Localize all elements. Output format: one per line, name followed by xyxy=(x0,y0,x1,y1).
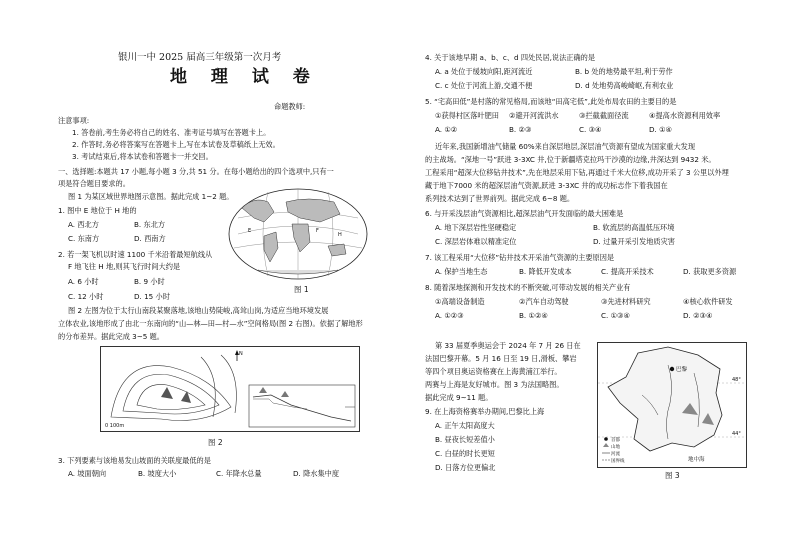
intro-4-line-3: 等四个项目奥运资格赛在上海黄浦江举行。 xyxy=(425,367,562,376)
q9-stem: 9. 在上海资格赛举办期间,巴黎比上海 xyxy=(425,407,545,416)
q1-option-b: B. 东北方 xyxy=(134,220,166,229)
q6-option-b: B. 软流层的高温低压环境 xyxy=(593,223,675,232)
q8-option-b: B. ①②④ xyxy=(519,311,548,320)
author-label: 命题教师: xyxy=(274,102,306,111)
figure-2-scale: 0 100m xyxy=(105,423,125,429)
q9-option-a: A. 正午太阳高度大 xyxy=(435,421,495,430)
figure-3-sea: 地中海 xyxy=(688,457,705,463)
intro-3-line-4: 藏于地下7000 米的超深层油气资源,跃进 3-3XC 井的成功标志作下着我国在 xyxy=(425,181,668,190)
figure-3-france-map xyxy=(597,342,747,468)
section-1-line-1: 一、选择题:本题共 17 小题,每小题 3 分,共 51 分。在每小题给出的四个选项中,只有一 xyxy=(58,167,334,176)
q5-sub-4: ④提高水资源利用效率 xyxy=(649,111,721,120)
q3-option-c: C. 年降水总量 xyxy=(216,469,262,478)
q7-stem: 7. 该工程采用“大位移”钻井技术开采油气资源的主要原因是 xyxy=(425,253,615,262)
left-column xyxy=(58,0,368,550)
q2-stem-line-1: 2. 若一架飞机以时速 1100 千米沿着最短航线从 xyxy=(58,250,213,259)
figure-3-legend-mountain: 山地 xyxy=(611,445,620,450)
intro-4-line-5: 据此完成 9~11 题。 xyxy=(425,393,493,402)
figure-3-lat-44: 44° xyxy=(732,431,741,437)
q5-stem: 5. “宅高田低”是村落的常见格局,而该地“田高宅低”,此处布局农田的主要目的是 xyxy=(425,97,677,106)
q8-sub-4: ④核心软件研发 xyxy=(683,297,733,306)
q5-sub-3: ③拦截截面径流 xyxy=(579,111,629,120)
q3-stem: 3. 下列要素与该地易发山坡面的关联度最低的是 xyxy=(58,456,211,465)
q1-option-c: C. 东南方 xyxy=(68,234,100,243)
q5-option-b: B. ②③ xyxy=(509,125,532,134)
school-line: 银川一中 2025 届高三年级第一次月考 xyxy=(118,52,282,63)
q4-stem: 4. 关于该地早期 a、b、c、d 四处民居,说法正确的是 xyxy=(425,53,596,62)
figure-3-legend-capital: 首都 xyxy=(611,438,620,443)
q8-sub-3: ③先进材料研究 xyxy=(601,297,651,306)
q3-option-a: A. 坡面朝向 xyxy=(68,469,107,478)
q5-option-c: C. ③④ xyxy=(579,125,602,134)
figure-3-city-paris: 巴黎 xyxy=(676,367,688,373)
q2-option-a: A. 6 小时 xyxy=(68,277,99,286)
q4-option-a: A. a 处位于缓坡向阳,距河流近 xyxy=(435,67,533,76)
figure-3-label: 图 3 xyxy=(665,471,680,480)
intro-4-line-1: 第 33 届夏季奥运会于 2024 年 7 月 26 日在 xyxy=(435,341,581,350)
figure-2 xyxy=(100,346,360,432)
q7-option-b: B. 降低开发成本 xyxy=(519,267,572,276)
q2-option-c: C. 12 小时 xyxy=(68,292,104,301)
q3-option-d: D. 降水集中度 xyxy=(293,469,340,478)
intro-1: 图 1 为某区域世界地图示意图。据此完成 1~2 题。 xyxy=(68,192,234,201)
q1-option-a: A. 西北方 xyxy=(68,220,99,229)
svg-text:E: E xyxy=(248,228,252,234)
q5-sub-2: ②避开河流洪水 xyxy=(509,111,559,120)
intro-3-line-5: 系列技术达到了世界前列。据此完成 6~8 题。 xyxy=(425,194,575,203)
notice-item-2: 2. 作答时,务必将答案写在答题卡上,写在本试卷及草稿纸上无效。 xyxy=(72,140,280,149)
q5-sub-1: ①获得村区落叶肥田 xyxy=(435,111,499,120)
q6-stem: 6. 与开采浅层油气资源相比,超深层油气开发面临的最大困难是 xyxy=(425,209,624,218)
figure-1-world-map xyxy=(228,188,368,280)
intro-2-line-1: 图 2 左图为位于太行山南段某聚落地,该地山势陡峻,高耸山岗,为适应当地环境发展 xyxy=(68,306,329,315)
notice-item-3: 3. 考试结束后,将本试卷和答题卡一并交回。 xyxy=(72,152,213,161)
q1-option-d: D. 西南方 xyxy=(134,234,166,243)
q5-option-a: A. ①② xyxy=(435,125,458,134)
q2-option-b: B. 9 小时 xyxy=(134,277,165,286)
intro-4-line-2: 法国巴黎开幕。5 月 16 日至 19 日,滑板、攀岩 xyxy=(425,354,577,363)
q3-option-b: B. 坡度大小 xyxy=(138,469,177,478)
q8-option-a: A. ①②③ xyxy=(435,311,464,320)
q9-option-d: D. 日落方位更偏北 xyxy=(435,463,496,472)
figure-3-legend-border: 国界线 xyxy=(611,459,625,464)
q6-option-a: A. 地下深层岩性坚硬稳定 xyxy=(435,223,517,232)
right-column xyxy=(425,0,755,550)
svg-text:H: H xyxy=(338,232,342,238)
q2-stem-line-2: F 地飞往 H 地,则其飞行时间大约是 xyxy=(68,262,181,271)
intro-2-line-2: 立体农业,该地形成了由北一东南向的“山—林—田—村—水”空间格局(图 2 右图)。依据了解地形 xyxy=(58,319,363,328)
svg-text:F: F xyxy=(316,228,319,234)
notice-item-1: 1. 答卷前,考生务必将自己的姓名、准考证号填写在答题卡上。 xyxy=(72,128,271,137)
figure-2-north: N xyxy=(239,351,243,357)
figure-3-legend-river: 河流 xyxy=(611,452,620,457)
figure-1-label: 图 1 xyxy=(294,285,309,294)
q7-option-a: A. 保护当地生态 xyxy=(435,267,488,276)
intro-3-line-2: 的主战场。“深地一号”跃进 3-3XC 井,位于新疆塔克拉玛干沙漠的边缘,井深达到 9432 米。 xyxy=(425,155,716,164)
q2-option-d: D. 15 小时 xyxy=(134,292,170,301)
q9-option-b: B. 昼夜长短差值小 xyxy=(435,435,495,444)
q9-option-c: C. 白昼的时长更短 xyxy=(435,449,495,458)
q8-sub-2: ②汽车自动驾驶 xyxy=(519,297,569,306)
q7-option-d: D. 获取更多资源 xyxy=(683,267,737,276)
intro-3-line-1: 近年来,我国新增油气储量 60%来自深层地层,深层油气资源有望成为国家重大发现 xyxy=(435,142,696,151)
q1-stem: 1. 图中 E 地位于 H 地的 xyxy=(58,206,137,215)
figure-3-lat-48: 48° xyxy=(732,377,741,383)
q8-option-c: C. ①③④ xyxy=(601,311,630,320)
q8-stem: 8. 随着深地探测和开发技术的不断突破,可带动发展的相关产业有 xyxy=(425,283,631,292)
section-1-line-2: 项是符合题目要求的。 xyxy=(58,179,130,188)
notice-heading: 注意事项: xyxy=(58,116,90,125)
q8-option-d: D. ②③④ xyxy=(683,311,713,320)
q6-option-c: C. 深层岩体难以精准定位 xyxy=(435,237,517,246)
q4-option-b: B. b 处的地势最平坦,利于劳作 xyxy=(575,67,673,76)
intro-2-line-3: 的分布差异。据此完成 3~5 题。 xyxy=(58,332,164,341)
q7-option-c: C. 提高开采技术 xyxy=(601,267,654,276)
intro-3-line-3: 工程采用“超深大位移钻井技术”,先在地层采用下钻,再通过千米大位移,成功开采了 3 公里以外埋 xyxy=(425,168,729,177)
q8-sub-1: ①高端设备制造 xyxy=(435,297,485,306)
q6-option-d: D. 过量开采引发地质灾害 xyxy=(593,237,675,246)
figure-2-label: 图 2 xyxy=(208,438,223,447)
q4-option-d: D. d 处地势高峻崎岖,有利农业 xyxy=(575,81,674,90)
exam-title: 地 理 试 卷 xyxy=(170,67,319,87)
q5-option-d: D. ①④ xyxy=(649,125,672,134)
q4-option-c: C. c 处位于河流上游,交通不便 xyxy=(435,81,533,90)
intro-4-line-4: 两赛与上海是友好城市。图 3 为法国略图。 xyxy=(425,380,564,389)
